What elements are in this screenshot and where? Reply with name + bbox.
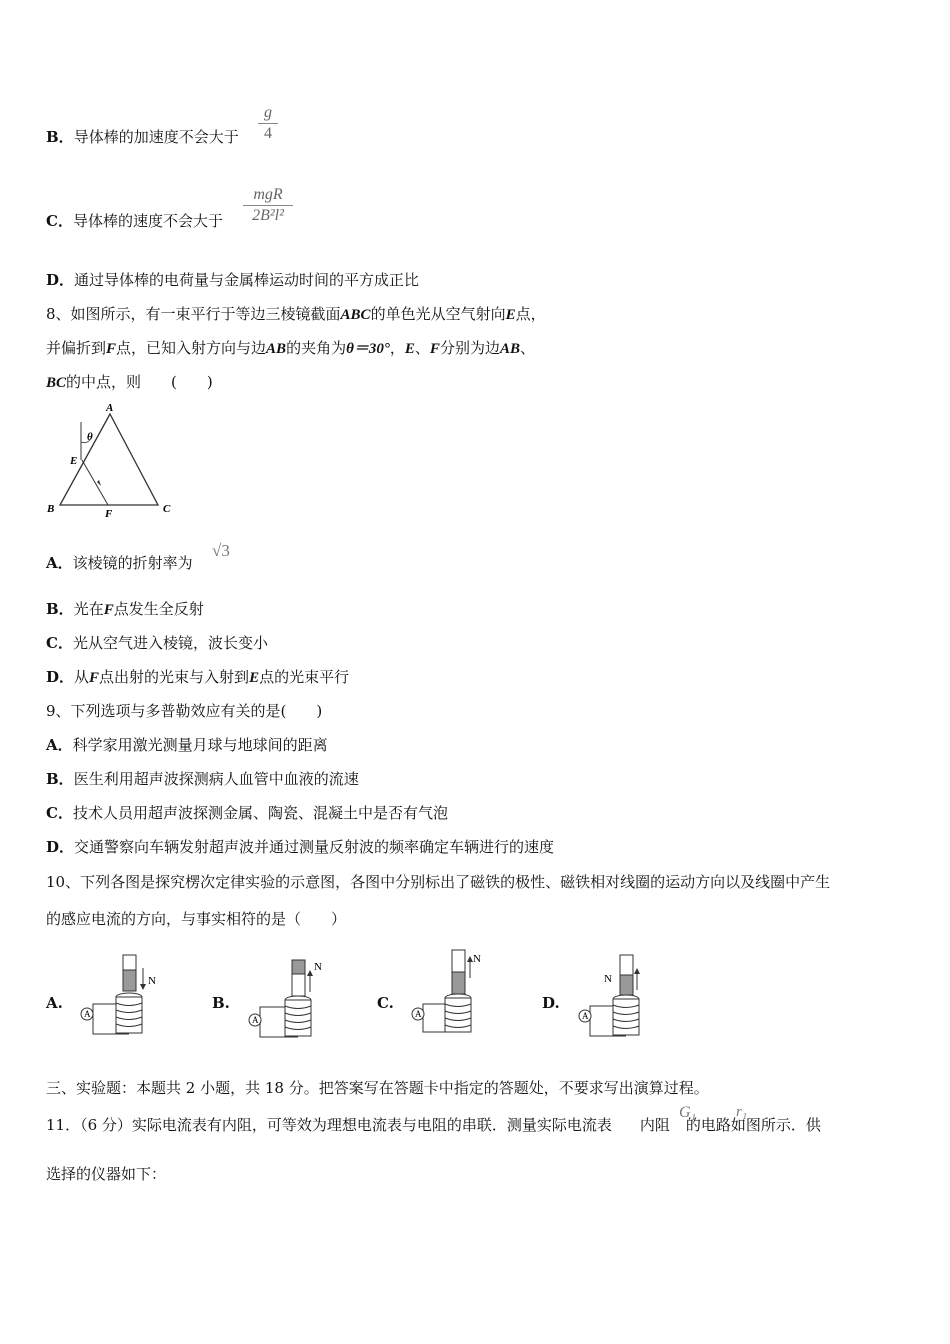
fraction-bar [243, 205, 293, 206]
pole-label: N [314, 961, 322, 973]
option-text: 导体棒的加速度不会大于 [73, 128, 239, 146]
text: 、 [414, 339, 430, 357]
q9-stem: 9、下列选项与多普勒效应有关的是( ) [46, 702, 323, 720]
q10-fig-c-label: C. [377, 994, 394, 1012]
option-label: C． [46, 634, 73, 652]
symbol: θ＝30° [346, 341, 390, 357]
option-label: C． [46, 212, 73, 230]
q8-stem-line-2 [46, 338, 535, 359]
symbol: F [429, 341, 440, 357]
option-label: D． [46, 271, 75, 289]
q8-option-a [46, 553, 193, 573]
q10-fig-d-label: D. [542, 994, 560, 1012]
symbol: BC [46, 375, 67, 391]
vertex-label-b: B [47, 503, 55, 515]
q9-option-d [46, 837, 554, 857]
q10-figure-c [404, 946, 494, 1041]
text: 光在 [73, 600, 104, 618]
symbol: F [89, 670, 100, 686]
ray-arrow [97, 480, 101, 486]
text: ， [389, 339, 405, 357]
option-text: 光从空气进入棱镜，波长变小 [72, 634, 268, 652]
option-label: B． [46, 600, 74, 618]
text: 11．（6 分）实际电流表有内阻，可等效为理想电流表与电阻的串联．测量实际电流表 [46, 1116, 612, 1134]
text: 点发生全反射 [113, 600, 204, 618]
pole-label: N [604, 973, 612, 985]
option-label: B． [46, 770, 74, 788]
symbol: E [505, 307, 516, 323]
fraction-denominator: 2B²l² [252, 207, 284, 224]
magnet-pole-shade [292, 960, 305, 974]
fraction-numerator: mgR [253, 186, 283, 203]
symbol: F [103, 602, 114, 618]
q10-figure-a [76, 950, 166, 1045]
option-label: B． [46, 128, 74, 146]
fraction-numerator: g [264, 104, 272, 121]
option-text: 医生利用超声波探测病人血管中血液的流速 [73, 770, 359, 788]
q8-option-b [46, 599, 204, 620]
q9-option-b [46, 769, 359, 789]
q7-option-c [46, 211, 223, 231]
text: 点出射的光束与入射到 [99, 668, 250, 686]
coil-body [445, 998, 471, 1032]
q11-symbol-g1: G₁ [679, 1104, 697, 1121]
q8-stem-line-1 [46, 304, 546, 325]
text: 点的光束平行 [259, 668, 350, 686]
q7-option-b-fraction [258, 104, 278, 143]
point-label-f: F [105, 508, 113, 520]
option-text: 科学家用激光测量月球与地球间的距离 [72, 736, 328, 754]
vertex-label-a: A [106, 402, 114, 414]
fraction-denominator: 4 [264, 125, 272, 142]
option-label: C． [46, 804, 73, 822]
option-label: A． [46, 736, 73, 754]
q10-figure-d [570, 950, 660, 1045]
text: 的单色光从空气射向 [370, 305, 506, 323]
symbol: E [249, 670, 260, 686]
q10-figure-b [242, 950, 332, 1045]
pole-label: N [148, 975, 156, 987]
refracted-ray [82, 460, 108, 505]
symbol: E [404, 341, 415, 357]
symbol: AB [266, 341, 287, 357]
text: 点， [515, 305, 546, 323]
symbol: F [106, 341, 117, 357]
q8-option-d [46, 667, 349, 688]
option-text: 通过导体棒的电荷量与金属棒运动时间的平方成正比 [74, 271, 420, 289]
text: 的中点，则 ( ) [66, 373, 213, 391]
magnet-pole-shade [123, 970, 136, 991]
option-label: D． [46, 838, 75, 856]
point-label-e: E [70, 455, 78, 467]
motion-arrowhead [140, 984, 146, 990]
option-text: 技术人员用超声波探测金属、陶瓷、混凝土中是否有气泡 [72, 804, 448, 822]
q10-stem-line-1: 10、下列各图是探究楞次定律实验的示意图，各图中分别标出了磁铁的极性、磁铁相对线圈的运动方向以及线圈中产生 [46, 873, 831, 891]
pole-label: N [473, 953, 481, 965]
angle-label-theta: θ [87, 431, 93, 443]
text: 的夹角为 [286, 339, 347, 357]
q7-option-d [46, 270, 419, 290]
text: 分别为边 [439, 339, 500, 357]
q11-symbol-r1: r₁ [736, 1104, 748, 1120]
symbol: ABC [340, 307, 371, 323]
q10-fig-b-label: B. [212, 994, 230, 1012]
q9-option-a [46, 735, 328, 755]
text: 的电路如图所示．供 [685, 1116, 821, 1134]
motion-arrowhead [634, 968, 640, 974]
q10-fig-a-label: A. [46, 994, 63, 1012]
text: 从 [74, 668, 90, 686]
q7-option-b [46, 127, 239, 147]
magnet-pole-shade [620, 975, 633, 995]
q7-option-c-fraction [243, 186, 293, 225]
fraction-bar [258, 123, 278, 124]
option-text: 导体棒的速度不会大于 [72, 212, 223, 230]
ammeter-label: A [415, 1009, 422, 1019]
text: 、 [519, 339, 535, 357]
ammeter-label: A [252, 1015, 259, 1025]
vertex-label-c: C [163, 503, 171, 515]
q11-stem-line-1 [46, 1115, 821, 1135]
motion-arrowhead [307, 970, 313, 976]
option-label: D． [46, 668, 75, 686]
ammeter-label: A [582, 1011, 589, 1021]
coil-body [285, 1000, 311, 1036]
q8-option-c [46, 633, 268, 653]
symbol: AB [499, 341, 520, 357]
q8-stem-line-3 [46, 372, 213, 393]
q8-option-a-sqrt: √3 [212, 541, 230, 560]
coil-body [116, 997, 142, 1033]
text: 并偏折到 [46, 339, 107, 357]
q9-option-c [46, 803, 448, 823]
magnet-pole-shade [452, 972, 465, 994]
option-label: A． [46, 554, 73, 572]
text: 8、如图所示，有一束平行于等边三棱镜截面 [46, 305, 341, 323]
text: 内阻 [639, 1116, 670, 1134]
option-text: 交通警察向车辆发射超声波并通过测量反射波的频率确定车辆进行的速度 [74, 838, 555, 856]
section-3-heading: 三、实验题：本题共 2 小题，共 18 分。把答案写在答题卡中指定的答题处，不要求写出演算过程。 [46, 1079, 709, 1097]
coil-body [613, 999, 639, 1035]
q10-stem-line-2: 的感应电流的方向，与事实相符的是（ ） [46, 910, 347, 928]
prism-figure [40, 400, 180, 525]
option-text: 该棱镜的折射率为 [72, 554, 193, 572]
text: 点，已知入射方向与边 [116, 339, 267, 357]
ammeter-label: A [84, 1009, 91, 1019]
q11-stem-line-2: 选择的仪器如下： [46, 1165, 167, 1183]
